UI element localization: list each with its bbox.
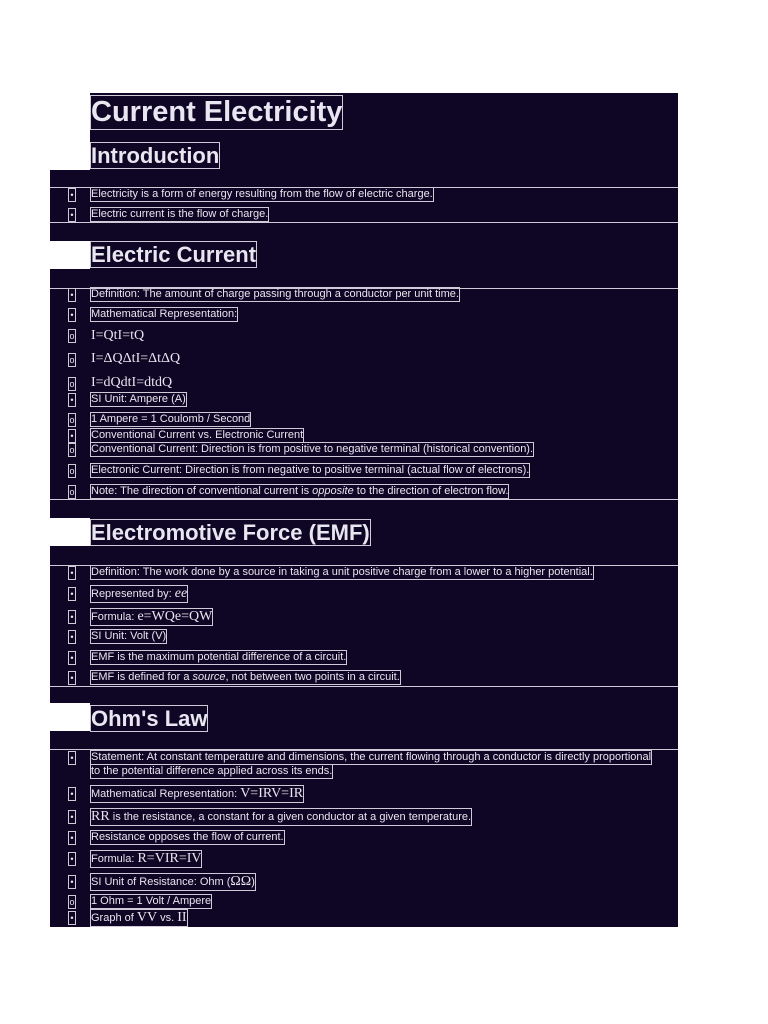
bullet-marker: • <box>68 188 76 202</box>
list-item <box>91 671 400 684</box>
bullet-marker: • <box>68 393 76 407</box>
list-item: Mathematical Representation: <box>91 308 238 320</box>
bullet-marker: • <box>68 566 76 580</box>
list-item: SI Unit: Volt (V) <box>91 630 167 642</box>
bullet-marker: • <box>68 831 76 845</box>
sub-marker: o <box>69 355 75 365</box>
text-part: vs. <box>157 912 178 924</box>
list-item <box>91 874 255 890</box>
text-part: EMF is defined for a <box>91 671 193 683</box>
formula: e=WQe=QW <box>137 609 213 624</box>
intro-list-block <box>50 170 678 241</box>
section-heading-electric-current: Electric Current <box>91 242 257 267</box>
bullet-marker: • <box>68 308 76 322</box>
text-part: , not between two points in a circuit. <box>225 671 400 683</box>
sub-marker: o <box>69 897 75 907</box>
formula: I=ΔQΔtI=ΔtΔQ <box>91 351 181 366</box>
bullet-marker: • <box>68 651 76 665</box>
sub-marker: o <box>69 445 75 455</box>
label: Represented by: <box>91 588 175 600</box>
rule <box>50 222 678 223</box>
list-item: Electricity is a form of energy resulting from the flow of electric charge. <box>91 188 433 200</box>
list-item <box>91 851 201 867</box>
bullet-marker: • <box>68 288 76 302</box>
label: Mathematical Representation: <box>91 788 241 800</box>
bullet-marker: • <box>68 875 76 889</box>
section-heading-emf: Electromotive Force (EMF) <box>91 520 370 545</box>
list-item: Electronic Current: Direction is from negative to positive terminal (actual flow of electrons). <box>91 464 530 476</box>
list-item <box>91 809 471 825</box>
sub-marker: o <box>69 379 75 389</box>
formula: I=QtI=tQ <box>91 328 145 343</box>
page-title: Current Electricity <box>91 96 343 128</box>
rule <box>50 686 678 687</box>
list-item <box>91 586 187 602</box>
list-item: Resistance opposes the flow of current. <box>91 831 284 843</box>
list-item <box>91 910 187 926</box>
list-item <box>91 609 212 625</box>
list-item: Definition: The work done by a source in taking a unit positive charge from a lower to a higher potential. <box>91 566 593 578</box>
list-item: EMF is the maximum potential difference of a circuit. <box>91 651 347 663</box>
bullet-marker: • <box>68 751 76 765</box>
bullet-marker: • <box>68 587 76 601</box>
note-emphasis: opposite <box>312 485 354 497</box>
bullet-marker: • <box>68 630 76 644</box>
list-item: Conventional Current vs. Electronic Current <box>91 429 304 441</box>
list-item: 1 Ohm = 1 Volt / Ampere <box>91 895 212 907</box>
note-part: to the direction of electron flow. <box>353 485 509 497</box>
list-item: Statement: At constant temperature and dimensions, the current flowing through a conductor is directly proportional <box>91 751 652 763</box>
bullet-marker: • <box>68 810 76 824</box>
list-item: Electric current is the flow of charge. <box>91 208 269 220</box>
list-item: 1 Ampere = 1 Coulomb / Second <box>91 413 251 425</box>
bullet-marker: • <box>68 852 76 866</box>
bullet-marker: • <box>68 911 76 925</box>
text-part: is the resistance, a constant for a given conductor at a given temperature. <box>109 811 472 823</box>
voltage-symbol: VV <box>136 910 158 925</box>
rule <box>50 749 678 750</box>
bullet-marker: • <box>68 208 76 222</box>
ohm-symbol: ΩΩ <box>230 874 252 889</box>
formula: V=IRV=IR <box>240 786 304 801</box>
label: Formula: <box>91 853 138 865</box>
rule <box>50 499 678 500</box>
formula: R=VIR=IV <box>137 851 202 866</box>
emf-symbol: ee <box>174 586 188 601</box>
sub-marker: o <box>69 331 75 341</box>
text-part: ) <box>251 876 255 888</box>
label: Formula: <box>91 611 138 623</box>
sub-marker: o <box>69 415 75 425</box>
bullet-marker: • <box>68 787 76 801</box>
bullet-marker: • <box>68 429 76 443</box>
formula: I=dQdtI=dtdQ <box>91 375 173 390</box>
list-item: Definition: The amount of charge passing through a conductor per unit time. <box>91 288 459 300</box>
list-item: Conventional Current: Direction is from positive to negative terminal (historical convention). <box>91 443 534 455</box>
section-heading-introduction: Introduction <box>91 143 220 168</box>
list-item-continuation: to the potential difference applied across its ends. <box>91 765 333 777</box>
list-item: SI Unit: Ampere (A) <box>91 393 186 405</box>
bullet-marker: • <box>68 610 76 624</box>
current-symbol: II <box>177 910 187 925</box>
note-text <box>91 485 508 498</box>
sub-marker: o <box>69 487 75 497</box>
sub-marker: o <box>69 466 75 476</box>
label: SI Unit of Resistance: Ohm ( <box>91 876 231 888</box>
section-heading-ohms-law: Ohm's Law <box>91 706 208 731</box>
resistance-symbol: RR <box>91 809 110 824</box>
list-item <box>91 786 303 802</box>
label: Graph of <box>91 912 137 924</box>
emphasis: source <box>192 671 226 683</box>
note-part: Note: The direction of conventional current is <box>91 485 313 497</box>
bullet-marker: • <box>68 671 76 685</box>
